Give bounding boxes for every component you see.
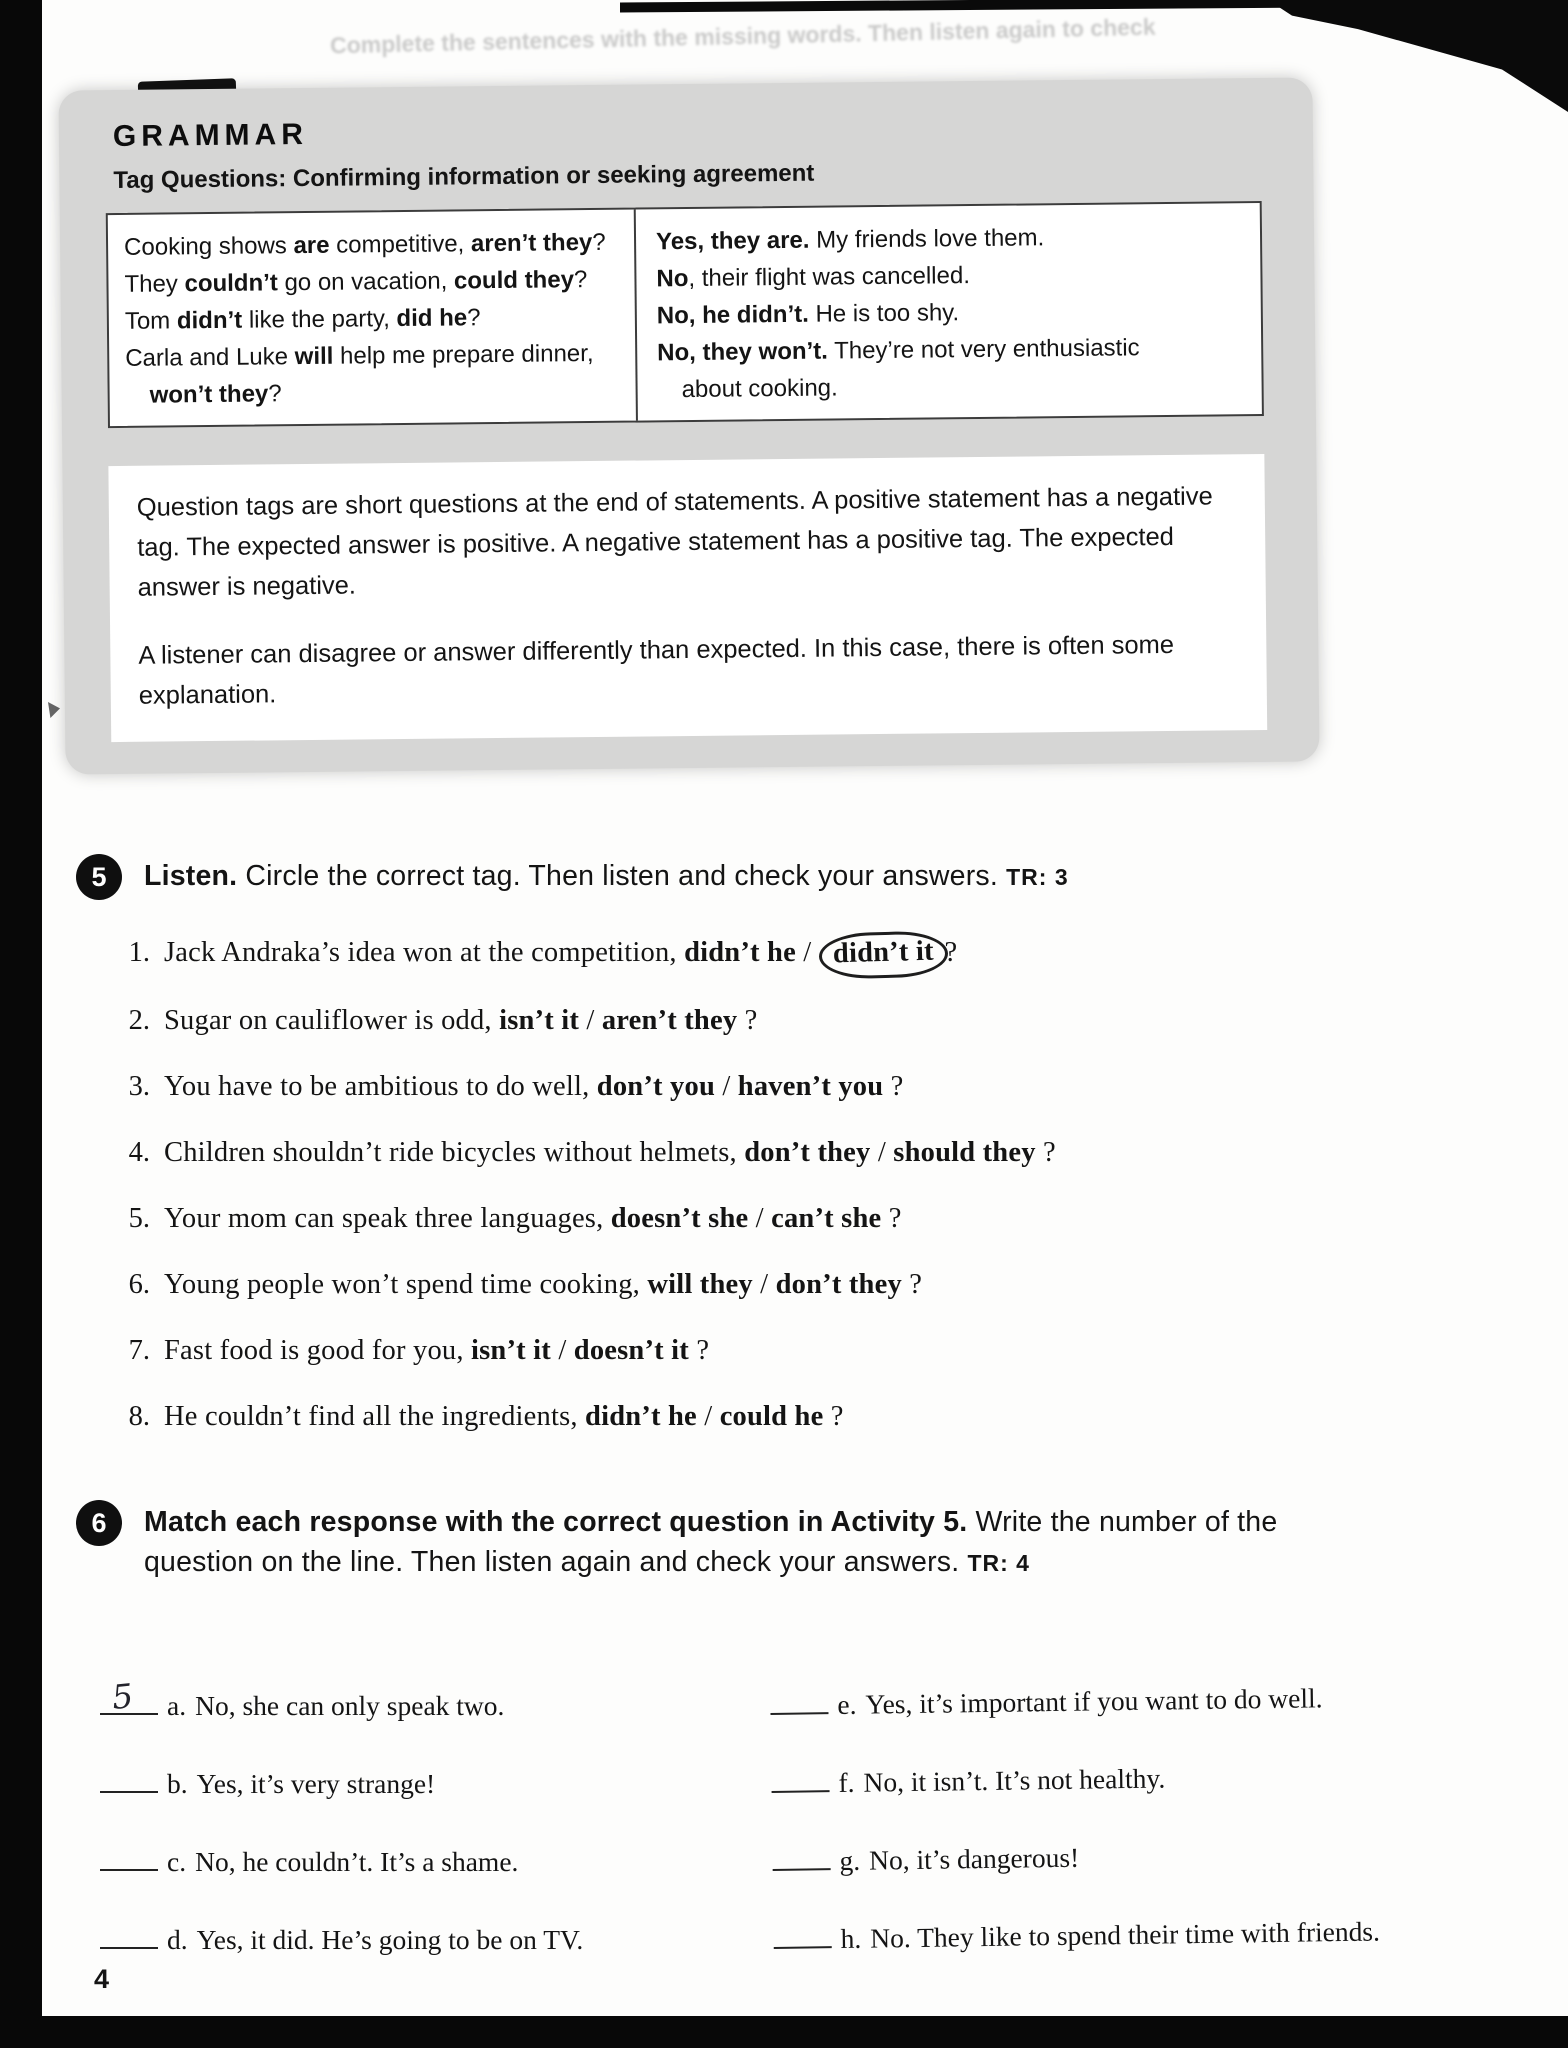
- response-text: Yes, it’s important if you want to do well.: [865, 1682, 1323, 1720]
- response-letter: h.: [840, 1922, 862, 1955]
- response-letter: g.: [839, 1844, 861, 1877]
- page-number: 4: [94, 1964, 110, 1994]
- match-item-h: [773, 1903, 1484, 1958]
- grammar-note-1: Question tags are short questions at the end of statements. A positive statement has a negative tag. The expected answer is positive. A negative statement has a positive tag. The expected answer is negative.: [136, 482, 1213, 602]
- question-item-7: [106, 1334, 1536, 1367]
- answer-blank-g[interactable]: [772, 1834, 830, 1871]
- question-number: 7.: [128, 1335, 150, 1366]
- activity-6-header: [76, 1502, 1536, 1583]
- response-text: No, she can only speak two.: [195, 1690, 505, 1721]
- question-item-4: [106, 1136, 1536, 1169]
- scan-edge-left: [0, 0, 42, 2048]
- response-letter: e.: [837, 1688, 857, 1721]
- grammar-notes: [108, 454, 1267, 742]
- response-text: No, it’s dangerous!: [868, 1841, 1080, 1876]
- question-item-8: [106, 1400, 1536, 1433]
- bleed-through-text: Complete the sentences with the missing words. Then listen again to check: [329, 13, 1156, 59]
- activity-5-number-badge: 5: [76, 854, 122, 900]
- answer-blank-d[interactable]: [100, 1913, 158, 1949]
- question-item-6: [106, 1268, 1536, 1301]
- response-text: No, he couldn’t. It’s a shame.: [195, 1846, 519, 1877]
- match-column-right: [770, 1669, 1484, 1991]
- grammar-note-2: A listener can disagree or answer differently than expected. In this case, there is often some explanation.: [138, 630, 1175, 710]
- example-answer: Yes, they are. My friends love them.: [655, 224, 1045, 256]
- grammar-answers-column: [636, 203, 1262, 421]
- question-number: 8.: [128, 1401, 150, 1432]
- answer-blank-e[interactable]: [770, 1678, 828, 1715]
- question-number: 3.: [128, 1071, 150, 1102]
- question-text: Fast food is good for you, isn’t it / doesn’t it ?: [164, 1335, 710, 1366]
- example-question: Tom didn’t like the party, did he?: [124, 304, 481, 335]
- match-item-b: [100, 1757, 730, 1802]
- example-answer: No, he didn’t. He is too shy.: [656, 299, 960, 330]
- handwritten-answer: 5: [110, 1676, 135, 1717]
- match-item-g: [772, 1825, 1483, 1880]
- answer-blank-h[interactable]: [773, 1912, 831, 1949]
- answer-blank-c[interactable]: [100, 1835, 158, 1871]
- example-answer: No, their flight was cancelled.: [656, 262, 971, 293]
- response-text: Yes, it did. He’s going to be on TV.: [196, 1924, 584, 1955]
- question-text: Children shouldn’t ride bicycles without helmets, don’t they / should they ?: [164, 1137, 1056, 1168]
- response-text: No. They like to spend their time with friends.: [870, 1915, 1381, 1954]
- example-question: Cooking shows are competitive, aren’t they?: [123, 228, 606, 261]
- match-item-e: [770, 1669, 1481, 1724]
- example-question: They couldn’t go on vacation, could they?: [124, 266, 588, 298]
- question-number: 4.: [128, 1137, 150, 1168]
- grammar-title: GRAMMAR: [112, 117, 309, 154]
- grammar-example-table: [106, 201, 1264, 428]
- response-letter: b.: [167, 1768, 188, 1799]
- question-text: Young people won’t spend time cooking, will they / don’t they ?: [164, 1269, 923, 1300]
- activity-5-question-list: [106, 936, 1536, 1433]
- grammar-questions-column: [108, 210, 638, 427]
- match-column-left: [100, 1676, 730, 1991]
- match-item-c: [100, 1835, 730, 1880]
- activity-6: [76, 1502, 1536, 1991]
- example-answer-continued: about cooking.: [681, 374, 838, 404]
- question-number: 5.: [128, 1203, 150, 1234]
- question-text: He couldn’t find all the ingredients, didn’t he / could he ?: [164, 1401, 844, 1432]
- activity-6-number-badge: 6: [76, 1500, 122, 1546]
- response-letter: c.: [167, 1846, 187, 1877]
- question-item-1: [106, 936, 1536, 971]
- activity-5: [76, 856, 1536, 1466]
- grammar-section: [58, 77, 1319, 774]
- answer-blank-f[interactable]: [771, 1756, 829, 1793]
- question-text: Your mom can speak three languages, doesn’t she / can’t she ?: [164, 1203, 902, 1234]
- response-letter: a.: [167, 1690, 187, 1721]
- question-text: Jack Andraka’s idea won at the competition, didn’t he / didn’t it ?: [164, 936, 957, 971]
- match-item-d: [100, 1913, 730, 1958]
- activity-5-header: [76, 856, 1536, 900]
- scan-corner-top-right: [1268, 0, 1568, 112]
- answer-blank-b[interactable]: [100, 1757, 158, 1793]
- activity-5-instructions: Listen. Circle the correct tag. Then listen and check your answers. TR: 3: [144, 860, 1069, 892]
- response-text: No, it isn’t. It’s not healthy.: [863, 1762, 1166, 1798]
- question-item-5: [106, 1202, 1536, 1235]
- activity-6-instructions: Match each response with the correct question in Activity 5. Write the number of the question on the line. Then listen again and check your answers. TR: 4: [144, 1506, 1278, 1578]
- scan-edge-top: [620, 0, 1320, 12]
- example-question: Carla and Luke will help me prepare dinner,: [125, 339, 594, 372]
- answer-blank-a[interactable]: [100, 1676, 158, 1717]
- question-text: Sugar on cauliflower is odd, isn’t it / aren’t they ?: [164, 1005, 758, 1036]
- example-question-continued: won’t they?: [149, 380, 282, 409]
- question-item-2: [106, 1004, 1536, 1037]
- scan-edge-bottom: [42, 2016, 1568, 2048]
- question-number: 6.: [128, 1269, 150, 1300]
- example-answer: No, they won’t. They’re not very enthusiastic: [657, 334, 1140, 367]
- response-text: Yes, it’s very strange!: [196, 1768, 436, 1799]
- question-number: 2.: [128, 1005, 150, 1036]
- question-number: 1.: [128, 937, 150, 968]
- match-item-f: [771, 1747, 1482, 1802]
- match-columns: [76, 1676, 1536, 1991]
- match-item-a: [100, 1676, 730, 1724]
- grammar-subtitle: Tag Questions: Confirming information or seeking agreement: [113, 159, 815, 195]
- stray-pencil-mark: [48, 702, 60, 718]
- question-text: You have to be ambitious to do well, don’t you / haven’t you ?: [164, 1071, 904, 1102]
- response-letter: f.: [838, 1766, 855, 1799]
- question-item-3: [106, 1070, 1536, 1103]
- response-letter: d.: [167, 1924, 188, 1955]
